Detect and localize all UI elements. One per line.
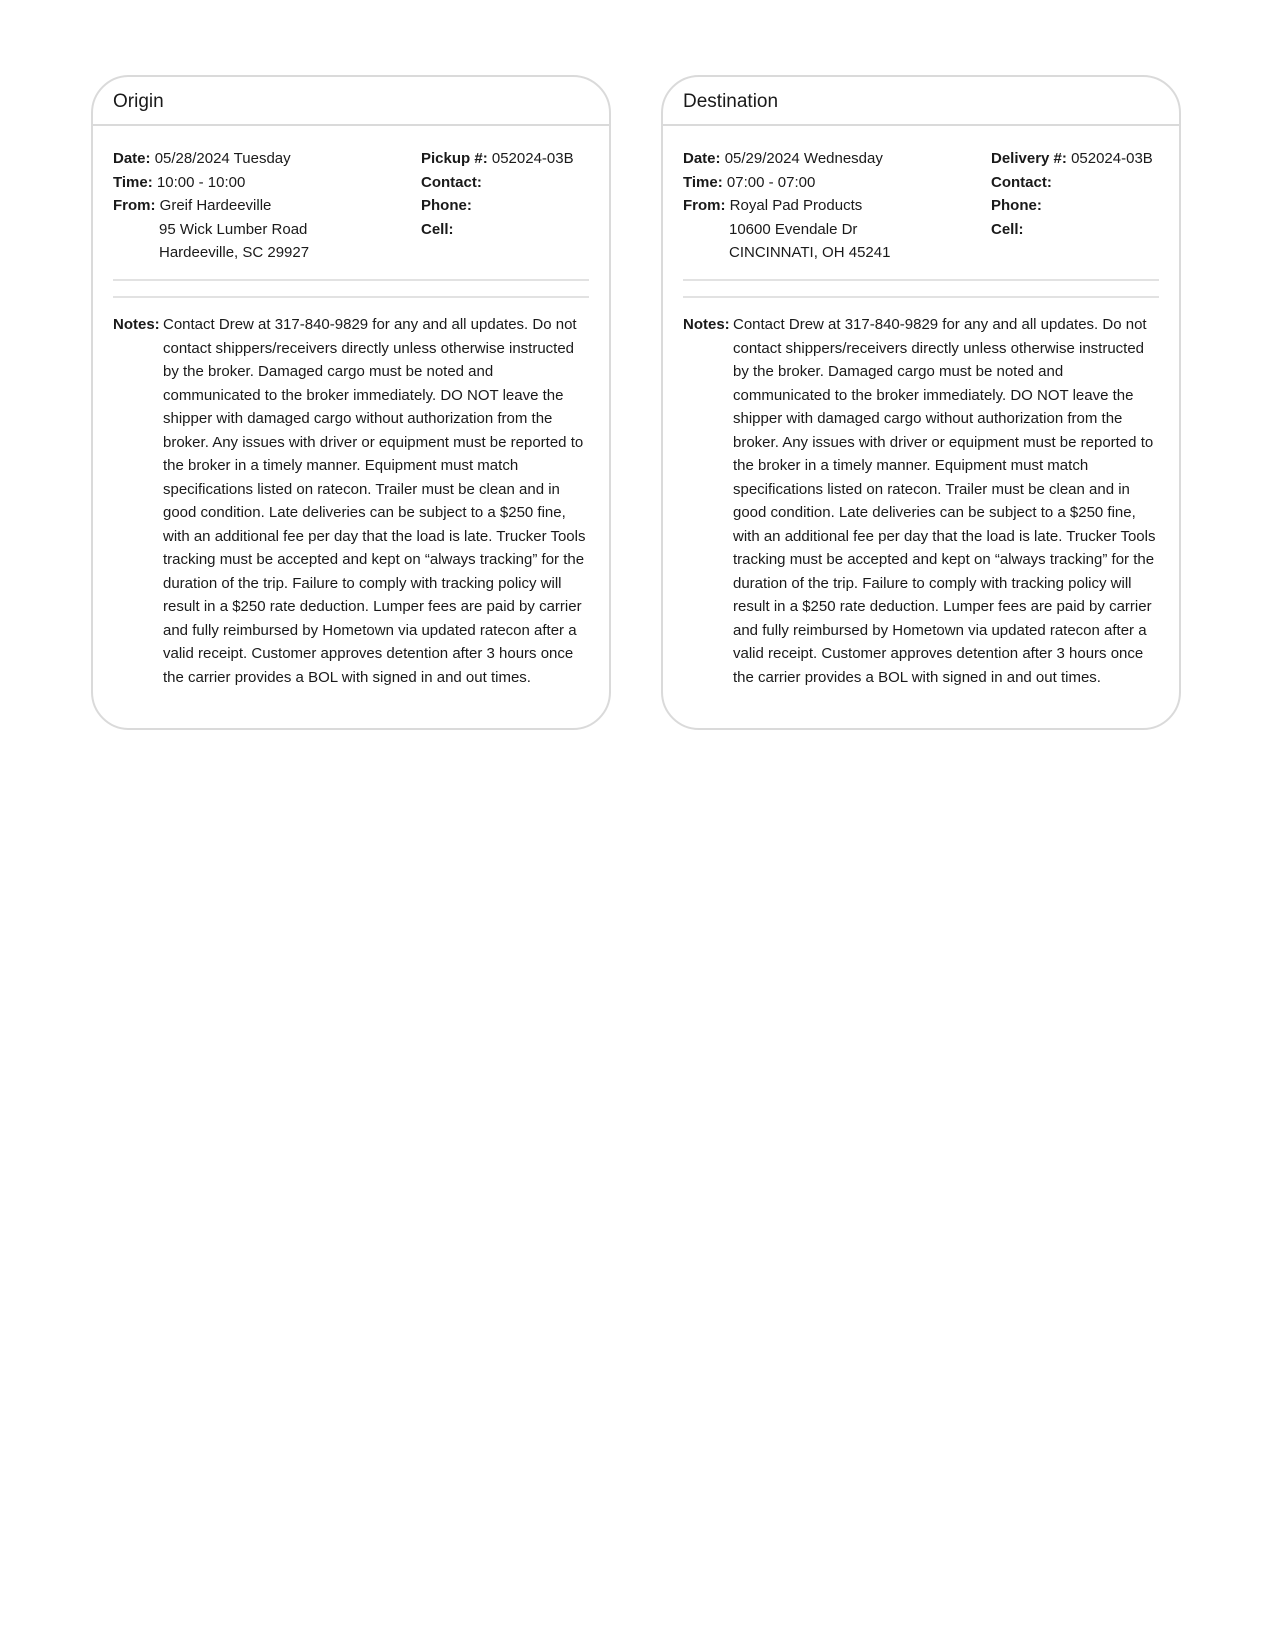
destination-title: Destination bbox=[683, 91, 779, 112]
destination-notes bbox=[683, 313, 1161, 689]
origin-schedule bbox=[113, 147, 413, 265]
origin-time-row bbox=[113, 171, 413, 195]
origin-notes-label: Notes: bbox=[113, 316, 160, 333]
destination-date-value: 05/29/2024 Wednesday bbox=[724, 150, 883, 167]
destination-header-divider bbox=[663, 124, 1179, 126]
origin-date-label: Date: bbox=[113, 150, 151, 167]
destination-time-row bbox=[683, 171, 983, 195]
destination-delivery-label: Delivery #: bbox=[991, 150, 1067, 167]
destination-from-name: Royal Pad Products bbox=[729, 197, 863, 214]
origin-address-line1: 95 Wick Lumber Road bbox=[159, 220, 308, 238]
origin-cell-label: Cell: bbox=[421, 220, 454, 238]
destination-phone-label: Phone: bbox=[991, 197, 1042, 214]
destination-delivery-number: 052024-03B bbox=[1071, 150, 1153, 167]
destination-time-value: 07:00 - 07:00 bbox=[726, 173, 816, 191]
origin-notes bbox=[113, 313, 591, 689]
destination-address-line1: 10600 Evendale Dr bbox=[729, 220, 858, 238]
origin-divider-1 bbox=[113, 279, 589, 281]
destination-contact-info bbox=[991, 147, 1191, 241]
origin-divider-2 bbox=[113, 296, 589, 298]
destination-time-label: Time: bbox=[683, 173, 723, 191]
origin-phone-label: Phone: bbox=[421, 197, 472, 214]
destination-contact-label: Contact: bbox=[991, 173, 1052, 191]
origin-header-divider bbox=[93, 124, 609, 126]
destination-notes-text: Contact Drew at 317-840-9829 for any and all updates. Do not contact shippers/receivers directly unless otherwise instructed by the broker. Damaged cargo must be noted and communicated to the broker immediately. DO NOT leave the shipper with damaged cargo without authorization from the broker. Any issues with driver or equipment must be reported to the broker in a timely manner. Equipment must match specifications listed on ratecon. Trailer must be clean and in good condition. Late deliveries can be subject to a $250 fine, with an additional fee per day that the load is late. Trucker Tools tracking must be accepted and kept on “always tracking” for the duration of the trip. Failure to comply with tracking policy will result in a $250 rate deduction. Lumper fees are paid by carrier and fully reimbursed by Hometown via updated ratecon after a valid receipt. Customer approves detention after 3 hours once the carrier provides a BOL with signed in and out times. bbox=[733, 316, 1156, 686]
origin-date-value: 05/28/2024 Tuesday bbox=[154, 150, 291, 167]
origin-date-row bbox=[113, 147, 413, 171]
destination-from-label: From: bbox=[683, 197, 726, 214]
origin-notes-text: Contact Drew at 317-840-9829 for any and all updates. Do not contact shippers/receivers directly unless otherwise instructed by the broker. Damaged cargo must be noted and communicated to the broker immediately. DO NOT leave the shipper with damaged cargo without authorization from the broker. Any issues with driver or equipment must be reported to the broker in a timely manner. Equipment must match specifications listed on ratecon. Trailer must be clean and in good condition. Late deliveries can be subject to a $250 fine, with an additional fee per day that the load is late. Trucker Tools tracking must be accepted and kept on “always tracking” for the duration of the trip. Failure to comply with tracking policy will result in a $250 rate deduction. Lumper fees are paid by carrier and fully reimbursed by Hometown via updated ratecon after a valid receipt. Customer approves detention after 3 hours once the carrier provides a BOL with signed in and out times. bbox=[163, 316, 586, 686]
origin-title: Origin bbox=[113, 91, 164, 112]
origin-card bbox=[91, 75, 611, 730]
destination-cell-label: Cell: bbox=[991, 220, 1024, 238]
origin-pickup-row bbox=[421, 147, 621, 171]
destination-date-label: Date: bbox=[683, 150, 721, 167]
origin-address-line2: Hardeeville, SC 29927 bbox=[159, 244, 310, 261]
origin-time-label: Time: bbox=[113, 173, 153, 191]
origin-time-value: 10:00 - 10:00 bbox=[156, 173, 246, 191]
origin-contact-label: Contact: bbox=[421, 173, 482, 191]
destination-card bbox=[661, 75, 1181, 730]
destination-notes-label: Notes: bbox=[683, 316, 730, 333]
destination-divider-2 bbox=[683, 296, 1159, 298]
origin-pickup-label: Pickup #: bbox=[421, 150, 488, 167]
destination-schedule bbox=[683, 147, 983, 265]
destination-date-row bbox=[683, 147, 983, 171]
destination-divider-1 bbox=[683, 279, 1159, 281]
destination-address-line2: CINCINNATI, OH 45241 bbox=[729, 244, 891, 261]
origin-from-row bbox=[113, 194, 413, 218]
destination-delivery-row bbox=[991, 147, 1191, 171]
origin-pickup-number: 052024-03B bbox=[491, 150, 574, 167]
origin-from-name: Greif Hardeeville bbox=[159, 197, 272, 214]
destination-from-row bbox=[683, 194, 983, 218]
origin-from-label: From: bbox=[113, 197, 156, 214]
origin-contact-info bbox=[421, 147, 621, 241]
